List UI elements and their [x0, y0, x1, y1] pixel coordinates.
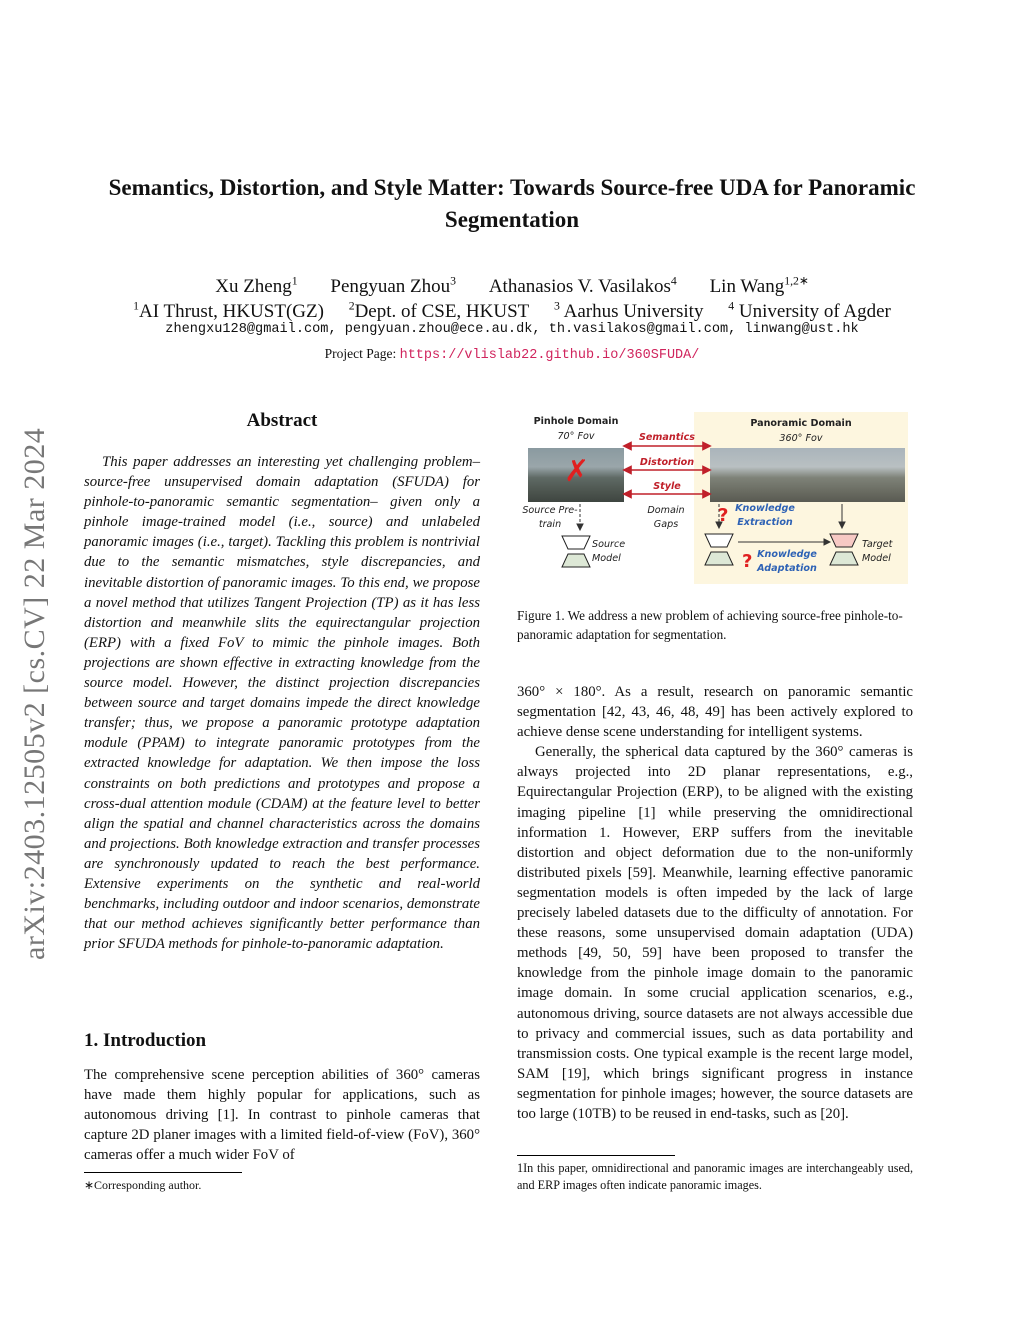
intro-text	[84, 1065, 480, 1165]
source-pretrain-label: Source Pre-train	[522, 505, 578, 530]
domain-gaps-label: Domain Gaps	[647, 505, 685, 530]
abstract-paragraph: This paper addresses an interesting yet challenging problem– source-free unsupervised domain adaptation (SFUDA) for pinhole-to-panoramic semantic segmentation– given only a pinhole image-trained model (i.e., source) and unlabeled panoramic images (i.e., target). Tackling this problem is nontrivial due to the semantic mismatches, style discrepancies, and inevitable distortion of panoramic images. To this end, we propose a novel method that utilizes Tangent Projection (TP) as it has less distortion and meanwhile slits the equirectangular projection (ERP) with a fixed FoV to mimic the pinhole images. Both projections are shown effective in extracting knowledge from the source model. However, the distinct projection discrepancies between source and target domains impede the direct knowledge transfer; thus, we propose a panoramic prototype adaptation module (PPAM) to integrate panoramic prototypes from the extracted knowledge for adaptation. We then impose the loss constraints on both predictions and prototypes and propose a cross-dual attention module (CDAM) at the feature level to better align the spatial and channel characteristics across the domains and projections. Both knowledge extraction and transfer processes are synchronously updated to reach the best performance. Extensive experiments on the synthetic and real-world benchmarks, including outdoor and indoor scenarios, demonstrate that our method achieves significantly better performance than prior SFUDA methods for pinhole-to-panoramic adaptation.	[84, 454, 480, 953]
author: Athanasios V. Vasilakos$^4$	[488, 275, 677, 298]
gap-style: Style	[653, 481, 681, 492]
affiliation: $^2$Dept. of CSE, HKUST	[348, 300, 530, 323]
source-model-label: Source Model	[592, 539, 626, 564]
project-link[interactable]: https://vlislab22.github.io/360SFUDA/	[399, 348, 700, 363]
panoramic-domain-title: Panoramic Domain	[750, 418, 852, 429]
footnote-rule	[84, 1172, 242, 1173]
affiliation-list	[60, 295, 964, 324]
footnote-corresponding: ∗Corresponding author.	[84, 1178, 202, 1192]
target-model-icon	[830, 534, 858, 565]
right-paragraph-2: Generally, the spherical data captured by the 360° cameras is always projected into 2D planar representations, e.g., Equirectangular Projection (ERP), to be aligned with the existing imaging pipeline [1] while preserving the omnidirectional information 1. However, ERP suffers from the inevitable distortion and object deformation due to the non-uniformly distributed pixels [59]. Meanwhile, learning effective panoramic segmentation models is often impeded by the lack of large precisely labeled datasets due to the difficulty of annotation. For these reasons, some unsupervised domain adaptation (UDA) methods [49, 50, 59] have been proposed to transfer the knowledge from the pinhole image domain to the panoramic image domain. In some crucial application scenarios, e.g., autonomous driving, source datasets are not always accessible due to privacy and commercial issues, such as data portability and transmission costs. One typical example is the recent large model, SAM [19], which brings significant progress in instance segmentation for pinhole images; however, the source datasets are too large (10TB) to be reused in end-tasks, such as [20].	[517, 744, 913, 1122]
question-icon: ?	[718, 505, 729, 526]
target-model-label: Target Model	[862, 539, 893, 564]
intro-heading: 1. Introduction	[84, 1030, 207, 1051]
gap-distortion: Distortion	[639, 457, 695, 468]
figure-caption: Figure 1. We address a new problem of achieving source-free pinhole-to-panoramic adaptation for segmentation.	[517, 608, 903, 642]
author-emails: zhengxu128@gmail.com, pengyuan.zhou@ece.au.dk, th.vasilakos@gmail.com, linwang@ust.hk	[165, 322, 859, 337]
question-icon: ?	[742, 551, 753, 572]
knowledge-adaptation-label: Knowledge Adaptation	[757, 549, 817, 574]
figure-arrows	[520, 412, 908, 584]
panoramic-fov: 360° Fov	[779, 433, 823, 444]
intro-paragraph: The comprehensive scene perception abilities of 360° cameras have made them highly popular for applications, such as autonomous driving [1]. In contrast to pinhole cameras that capture 2D planer images with a limited field-of-view (FoV), 360° cameras offer a much wider FoV of	[84, 1067, 480, 1164]
affiliation: $^4$ University of Agder	[728, 300, 891, 323]
footnote-rule	[517, 1155, 675, 1156]
knowledge-extraction-label: Knowledge Extraction	[735, 503, 795, 528]
right-column-text	[517, 682, 913, 1124]
affiliation: $^1$AI Thrust, HKUST(GZ)	[133, 300, 324, 323]
pinhole-fov: 70° Fov	[557, 431, 595, 442]
author: Pengyuan Zhou$^3$	[330, 275, 457, 298]
arxiv-side-label: arXiv:2403.12505v2 [cs.CV] 22 Mar 2024	[18, 427, 51, 960]
abstract-heading: Abstract	[246, 410, 318, 431]
abstract-text	[84, 452, 480, 954]
extracted-model-icon	[705, 534, 733, 565]
gap-semantics: Semantics	[639, 432, 695, 443]
source-model-icon	[562, 536, 590, 567]
author: Xu Zheng$^1$	[215, 275, 298, 298]
pinhole-domain-title: Pinhole Domain	[533, 416, 619, 427]
footnote-panoramic: 1In this paper, omnidirectional and panoramic images are interchangeably used, and ERP images often indicate panoramic images.	[517, 1161, 913, 1192]
cross-icon: ✗	[564, 454, 590, 489]
figure-1	[520, 412, 908, 584]
project-page	[60, 346, 964, 363]
project-label: Project Page:	[324, 346, 397, 361]
author: Lin Wang$^{1,2∗}$	[709, 275, 809, 298]
paper-title: Semantics, Distortion, and Style Matter: Towards Source-free UDA for Panoramic Segmentation	[108, 175, 916, 232]
affiliation: $^3$ Aarhus University	[554, 300, 704, 323]
right-paragraph-1: 360° × 180°. As a result, research on panoramic semantic segmentation [42, 43, 46, 48, 49] has been actively explored to achieve dense scene understanding for intelligent systems.	[517, 684, 913, 741]
